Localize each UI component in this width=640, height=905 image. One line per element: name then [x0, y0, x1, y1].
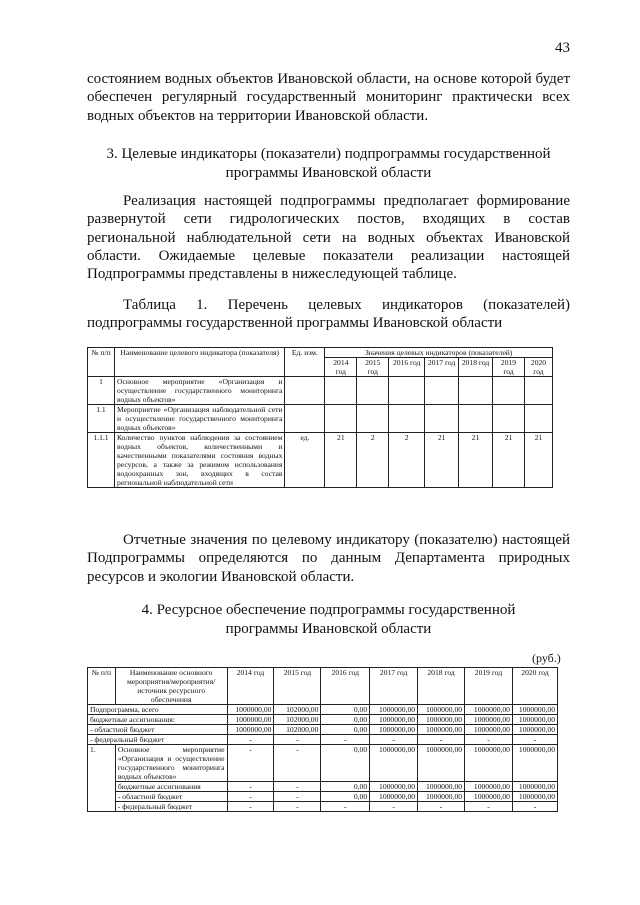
- t2-summary-row: [88, 725, 558, 735]
- t2-cell-value: 1000000,00: [512, 792, 557, 802]
- t1-header-year: 2020 год: [524, 358, 552, 377]
- t2-header-name: Наименование основного мероприятия/мероприятия/ источник ресурсного обеспечения: [115, 668, 227, 705]
- t2-cell-value: 0,00: [321, 715, 370, 725]
- t1-cell-value: [524, 377, 552, 405]
- t2-cell-value: -: [274, 782, 321, 792]
- t2-cell-value: -: [370, 802, 418, 812]
- t2-cell-value: 0,00: [321, 745, 370, 782]
- t2-activity-row: [88, 745, 558, 782]
- t2-cell-value: 1000000,00: [418, 725, 465, 735]
- t1-header-unit: Ед. изм.: [285, 348, 325, 377]
- t2-cell-value: 1000000,00: [465, 725, 513, 735]
- t1-cell-value: [425, 377, 459, 405]
- t2-summary-label: - федеральный бюджет: [88, 735, 228, 745]
- t2-cell-value: 1000000,00: [227, 725, 274, 735]
- t2-cell-value: 1000000,00: [370, 715, 418, 725]
- t2-cell-value: -: [227, 802, 274, 812]
- t1-cell-value: [357, 405, 389, 433]
- t1-cell-unit: [285, 405, 325, 433]
- t1-cell-value: [325, 377, 357, 405]
- t1-cell-value: [389, 405, 425, 433]
- t2-cell-value: 1000000,00: [465, 782, 513, 792]
- t1-header-year: 2019 год: [493, 358, 525, 377]
- t2-cell-value: -: [274, 802, 321, 812]
- t1-header-year: 2018 год: [459, 358, 493, 377]
- table1-caption: Таблица 1. Перечень целевых индикаторов (показателей) подпрограммы государственной программы Ивановской области: [87, 297, 570, 332]
- t2-cell-value: 1000000,00: [227, 715, 274, 725]
- t2-cell-value: 1000000,00: [465, 745, 513, 782]
- t2-cell-value: -: [227, 735, 274, 745]
- t2-cell-value: 1000000,00: [418, 705, 465, 715]
- t2-cell-value: -: [465, 802, 513, 812]
- t1-row: [88, 377, 553, 405]
- t1-cell-value: 21: [425, 433, 459, 488]
- t2-cell-value: 0,00: [321, 782, 370, 792]
- t2-activity-sub-label: - областной бюджет: [115, 792, 227, 802]
- t1-cell-value: [524, 405, 552, 433]
- t2-activity-sub-row: [88, 782, 558, 792]
- t2-cell-value: 1000000,00: [512, 725, 557, 735]
- t2-summary-label: бюджетные ассигнования:: [88, 715, 228, 725]
- t2-cell-value: -: [418, 735, 465, 745]
- t1-cell-name: Количество пунктов наблюдения за состоянием водных объектов, количественными и качественными показателями состояния водных ресурсов, а также за режимом использования водоохранных зон, входящих в состав региональной наблюдательной сети: [114, 433, 285, 488]
- t2-cell-value: 1000000,00: [370, 725, 418, 735]
- t2-cell-value: 1000000,00: [418, 715, 465, 725]
- t2-cell-value: 1000000,00: [465, 792, 513, 802]
- t2-cell-value: -: [274, 735, 321, 745]
- t1-cell-name: Основное мероприятие «Организация и осуществление государственного мониторинга водных объектов»: [114, 377, 285, 405]
- t1-cell-num: 1: [88, 377, 115, 405]
- t2-header-year: 2017 год: [370, 668, 418, 705]
- t1-cell-value: [425, 405, 459, 433]
- t1-row: [88, 433, 553, 488]
- t2-cell-value: -: [274, 745, 321, 782]
- t2-cell-value: -: [512, 735, 557, 745]
- t1-header-year: 2016 год: [389, 358, 425, 377]
- t2-cell-value: 0,00: [321, 725, 370, 735]
- t1-cell-value: [389, 377, 425, 405]
- t2-header-year: 2014 год: [227, 668, 274, 705]
- t2-cell-value: -: [227, 745, 274, 782]
- t2-header-year: 2016 год: [321, 668, 370, 705]
- t2-summary-row: [88, 735, 558, 745]
- after-table-paragraph: Отчетные значения по целевому индикатору (показателю) настоящей Подпрограммы определяются по данным Департамента природных ресурсов и экологии Ивановской области.: [87, 532, 570, 585]
- t2-summary-label: Подпрограмма, всего: [88, 705, 228, 715]
- t1-cell-value: [493, 377, 525, 405]
- t2-header-year: 2015 год: [274, 668, 321, 705]
- t1-header-num: № п/п: [88, 348, 115, 377]
- t2-cell-value: -: [418, 802, 465, 812]
- t2-cell-value: 1000000,00: [418, 792, 465, 802]
- t2-cell-value: 1000000,00: [418, 745, 465, 782]
- section3-title: [87, 145, 570, 182]
- resource-provision-table: [87, 667, 558, 812]
- t1-cell-unit: [285, 377, 325, 405]
- t2-cell-value: 102000,00: [274, 725, 321, 735]
- t2-cell-value: 102000,00: [274, 715, 321, 725]
- t2-cell-value: 1000000,00: [370, 745, 418, 782]
- t2-cell-value: 1000000,00: [227, 705, 274, 715]
- t2-header-year: 2018 год: [418, 668, 465, 705]
- t2-cell-value: 102000,00: [274, 705, 321, 715]
- t2-cell-value: 1000000,00: [370, 792, 418, 802]
- t2-cell-value: 0,00: [321, 792, 370, 802]
- t2-header-year: 2020 год: [512, 668, 557, 705]
- t2-cell-value: 1000000,00: [512, 745, 557, 782]
- t1-cell-value: [325, 405, 357, 433]
- t2-cell-value: 0,00: [321, 705, 370, 715]
- t1-cell-unit: ед.: [285, 433, 325, 488]
- t1-cell-num: 1.1.1: [88, 433, 115, 488]
- t2-cell-value: 1000000,00: [418, 782, 465, 792]
- t2-header-year: 2019 год: [465, 668, 513, 705]
- t2-summary-label: - областной бюджет: [88, 725, 228, 735]
- t2-cell-value: 1000000,00: [370, 705, 418, 715]
- t1-cell-value: 2: [357, 433, 389, 488]
- t2-activity-sub-label: - федеральный бюджет: [115, 802, 227, 812]
- t2-cell-value: 1000000,00: [465, 715, 513, 725]
- t1-cell-value: 21: [493, 433, 525, 488]
- target-indicators-table: [87, 347, 553, 488]
- t1-cell-value: [459, 377, 493, 405]
- page-number: 43: [555, 40, 570, 56]
- t2-summary-row: [88, 715, 558, 725]
- t1-cell-value: 21: [459, 433, 493, 488]
- t2-header-num: № п/п: [88, 668, 116, 705]
- t2-summary-row: [88, 705, 558, 715]
- t1-cell-value: [493, 405, 525, 433]
- t1-header-values-group: Значения целевых индикаторов (показателей): [325, 348, 553, 358]
- t1-cell-value: [357, 377, 389, 405]
- t2-cell-value: 1000000,00: [512, 715, 557, 725]
- t2-cell-value: 1000000,00: [512, 782, 557, 792]
- t2-cell-value: -: [370, 735, 418, 745]
- t1-header-year: 2014 год: [325, 358, 357, 377]
- section3-paragraph: Реализация настоящей подпрограммы предполагает формирование развернутой сети гидрологических постов, входящих в состав региональной наблюдательной сети на водных объектах Ивановской области. Ожидаемые целевые показатели реализации настоящей Подпрограммы представлены в нижеследующей таблице.: [87, 193, 570, 283]
- currency-unit-note: (руб.): [532, 651, 561, 665]
- t1-row: [88, 405, 553, 433]
- t1-header-year: 2015 год: [357, 358, 389, 377]
- t1-cell-value: 21: [325, 433, 357, 488]
- t2-cell-value: -: [321, 735, 370, 745]
- t2-cell-value: 1000000,00: [465, 705, 513, 715]
- t1-cell-value: 21: [524, 433, 552, 488]
- t2-cell-value: -: [512, 802, 557, 812]
- t2-cell-value: -: [227, 792, 274, 802]
- section4-title-line2: программы Ивановской области: [225, 620, 432, 637]
- t2-cell-value: 1000000,00: [512, 705, 557, 715]
- t2-cell-value: -: [465, 735, 513, 745]
- t2-cell-value: -: [321, 802, 370, 812]
- t1-header-year: 2017 год: [425, 358, 459, 377]
- t2-activity-sub-row: [88, 802, 558, 812]
- t2-cell-value: -: [227, 782, 274, 792]
- t2-activity-num: 1.: [88, 745, 116, 812]
- t1-cell-value: [459, 405, 493, 433]
- t1-cell-num: 1.1: [88, 405, 115, 433]
- t2-cell-value: 1000000,00: [370, 782, 418, 792]
- t2-activity-sub-row: [88, 792, 558, 802]
- t2-activity-name: Основное мероприятие «Организация и осуществление государственного мониторинга водных объектов»: [115, 745, 227, 782]
- section4-title-line1: 4. Ресурсное обеспечение подпрограммы государственной: [141, 602, 516, 618]
- section4-title: [87, 601, 570, 638]
- t1-cell-value: 2: [389, 433, 425, 488]
- t1-cell-name: Мероприятие «Организация наблюдательной сети и осуществление государственного мониторинга водных объектов»: [114, 405, 285, 433]
- section3-title-line1: 3. Целевые индикаторы (показатели) подпрограммы государственной: [106, 146, 551, 162]
- t2-cell-value: -: [274, 792, 321, 802]
- t1-header-name: Наименование целевого индикатора (показателя): [114, 348, 285, 377]
- t2-activity-sub-label: бюджетные ассигнования: [115, 782, 227, 792]
- intro-paragraph: состоянием водных объектов Ивановской области, на основе которой будет обеспечен регулярный государственный мониторинг практически всех водных объектов на территории Ивановской области.: [87, 71, 570, 124]
- section3-title-line2: программы Ивановской области: [225, 164, 432, 181]
